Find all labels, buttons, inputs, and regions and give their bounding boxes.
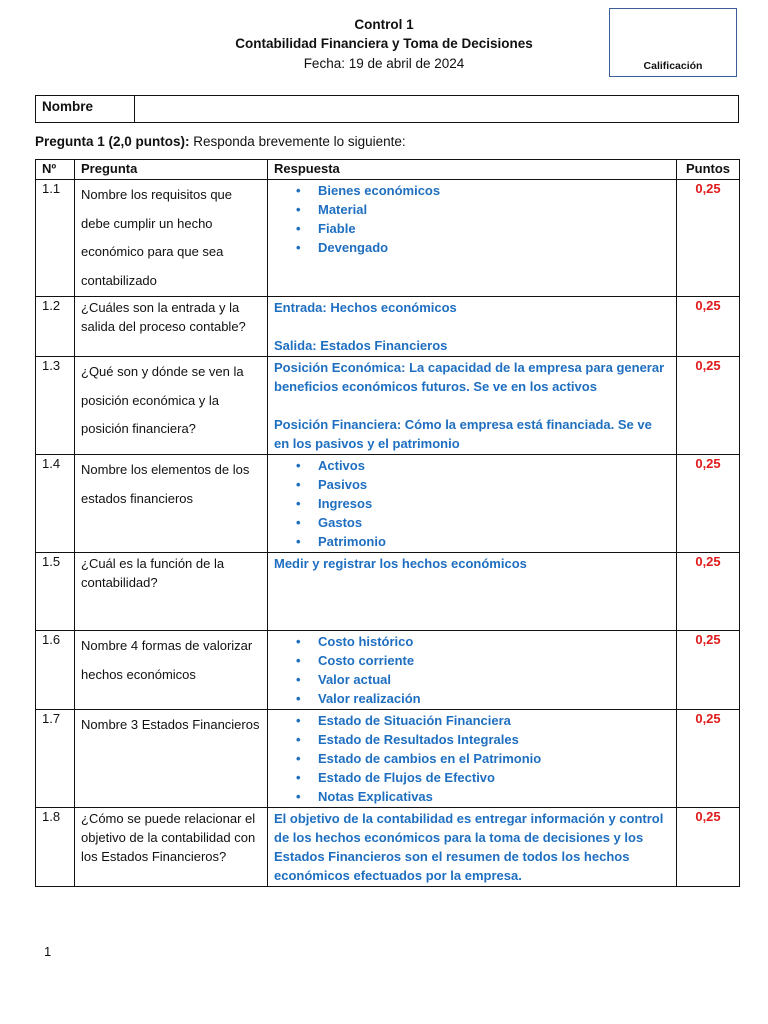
answer-paragraph: El objetivo de la contabilidad es entregar información y control de los hechos económicos para la toma de decisiones y los Estados Financieros son el resumen de todos los hechos económicos efectuados por la empresa. — [274, 811, 664, 883]
document-date: Fecha: 19 de abril de 2024 — [303, 56, 465, 71]
row-question: Nombre 3 Estados Financieros — [75, 710, 268, 808]
answer-paragraph: Medir y registrar los hechos económicos — [274, 556, 527, 571]
row-question: ¿Cuál es la función de la contabilidad? — [75, 553, 268, 631]
row-question: Nombre los elementos de los estados financieros — [75, 455, 268, 553]
header-num: Nº — [36, 160, 75, 180]
answer-bullet: • Costo corriente — [274, 651, 670, 670]
row-points: 0,25 — [677, 297, 740, 357]
header-question: Pregunta — [75, 160, 268, 180]
document-title: Control 1 — [354, 17, 414, 32]
row-number: 1.4 — [36, 455, 75, 553]
table-row — [36, 808, 740, 887]
row-points: 0,25 — [677, 808, 740, 887]
answer-bullet: • Estado de cambios en el Patrimonio — [274, 749, 670, 768]
row-points: 0,25 — [677, 631, 740, 710]
answer-bullet: • Devengado — [274, 238, 670, 257]
name-field[interactable] — [135, 96, 738, 122]
row-question: Nombre los requisitos que debe cumplir un hecho económico para que sea contabilizado — [75, 180, 268, 297]
row-question: ¿Qué son y dónde se ven la posición económica y la posición financiera? — [75, 357, 268, 455]
row-points: 0,25 — [677, 710, 740, 808]
table-row — [36, 180, 740, 297]
answer-bullet: • Estado de Flujos de Efectivo — [274, 768, 670, 787]
answer-bullet-list — [274, 632, 670, 708]
answer-bullet: • Fiable — [274, 219, 670, 238]
answer-bullet-list — [274, 711, 670, 806]
row-number: 1.2 — [36, 297, 75, 357]
answer-bullet: • Notas Explicativas — [274, 787, 670, 806]
answer-bullet: • Valor realización — [274, 689, 670, 708]
row-number: 1.3 — [36, 357, 75, 455]
grade-label: Calificación — [643, 60, 703, 72]
name-label: Nombre — [36, 96, 135, 122]
document-subject: Contabilidad Financiera y Toma de Decisiones — [235, 36, 533, 51]
answer-bullet: • Bienes económicos — [274, 181, 670, 200]
question-title: Pregunta 1 (2,0 puntos): — [35, 134, 190, 149]
answer-paragraph: Entrada: Hechos económicos — [274, 300, 457, 315]
row-number: 1.8 — [36, 808, 75, 887]
table-row — [36, 710, 740, 808]
row-points: 0,25 — [677, 180, 740, 297]
row-answer — [268, 808, 677, 887]
table-row — [36, 455, 740, 553]
answer-bullet: • Ingresos — [274, 494, 670, 513]
answer-bullet: • Material — [274, 200, 670, 219]
table-row — [36, 297, 740, 357]
question-instruction: Responda brevemente lo siguiente: — [189, 134, 406, 149]
row-answer — [268, 710, 677, 808]
answer-bullet-list — [274, 456, 670, 551]
answer-bullet: • Costo histórico — [274, 632, 670, 651]
answer-bullet: • Estado de Situación Financiera — [274, 711, 670, 730]
row-number: 1.5 — [36, 553, 75, 631]
answer-bullet: • Valor actual — [274, 670, 670, 689]
row-number: 1.7 — [36, 710, 75, 808]
answer-paragraph: Posición Económica: La capacidad de la empresa para generar beneficios económicos futuros. Se ve en los activos — [274, 360, 665, 394]
answer-bullet: • Estado de Resultados Integrales — [274, 730, 670, 749]
question-intro — [35, 134, 406, 149]
row-answer — [268, 631, 677, 710]
row-answer — [268, 357, 677, 455]
answer-bullet: • Gastos — [274, 513, 670, 532]
header-answer: Respuesta — [268, 160, 677, 180]
row-number: 1.6 — [36, 631, 75, 710]
table-header-row — [36, 160, 740, 180]
answer-bullet: • Pasivos — [274, 475, 670, 494]
page-number: 1 — [44, 944, 52, 959]
answer-bullet: • Patrimonio — [274, 532, 670, 551]
header-points: Puntos — [677, 160, 740, 180]
row-answer — [268, 180, 677, 297]
answer-bullet: • Activos — [274, 456, 670, 475]
row-answer — [268, 297, 677, 357]
row-question: ¿Cómo se puede relacionar el objetivo de la contabilidad con los Estados Financieros? — [75, 808, 268, 887]
row-points: 0,25 — [677, 553, 740, 631]
name-row — [35, 95, 739, 123]
answer-bullet-list — [274, 181, 670, 257]
answer-paragraph: Posición Financiera: Cómo la empresa está financiada. Se ve en los pasivos y el patrimonio — [274, 417, 652, 451]
row-question: Nombre 4 formas de valorizar hechos económicos — [75, 631, 268, 710]
grade-box[interactable] — [609, 8, 737, 77]
row-answer — [268, 455, 677, 553]
answers-table — [35, 159, 740, 887]
row-question: ¿Cuáles son la entrada y la salida del proceso contable? — [75, 297, 268, 357]
row-points: 0,25 — [677, 455, 740, 553]
table-row — [36, 357, 740, 455]
row-answer — [268, 553, 677, 631]
table-row — [36, 553, 740, 631]
answer-paragraph: Salida: Estados Financieros — [274, 338, 448, 353]
row-points: 0,25 — [677, 357, 740, 455]
table-row — [36, 631, 740, 710]
row-number: 1.1 — [36, 180, 75, 297]
